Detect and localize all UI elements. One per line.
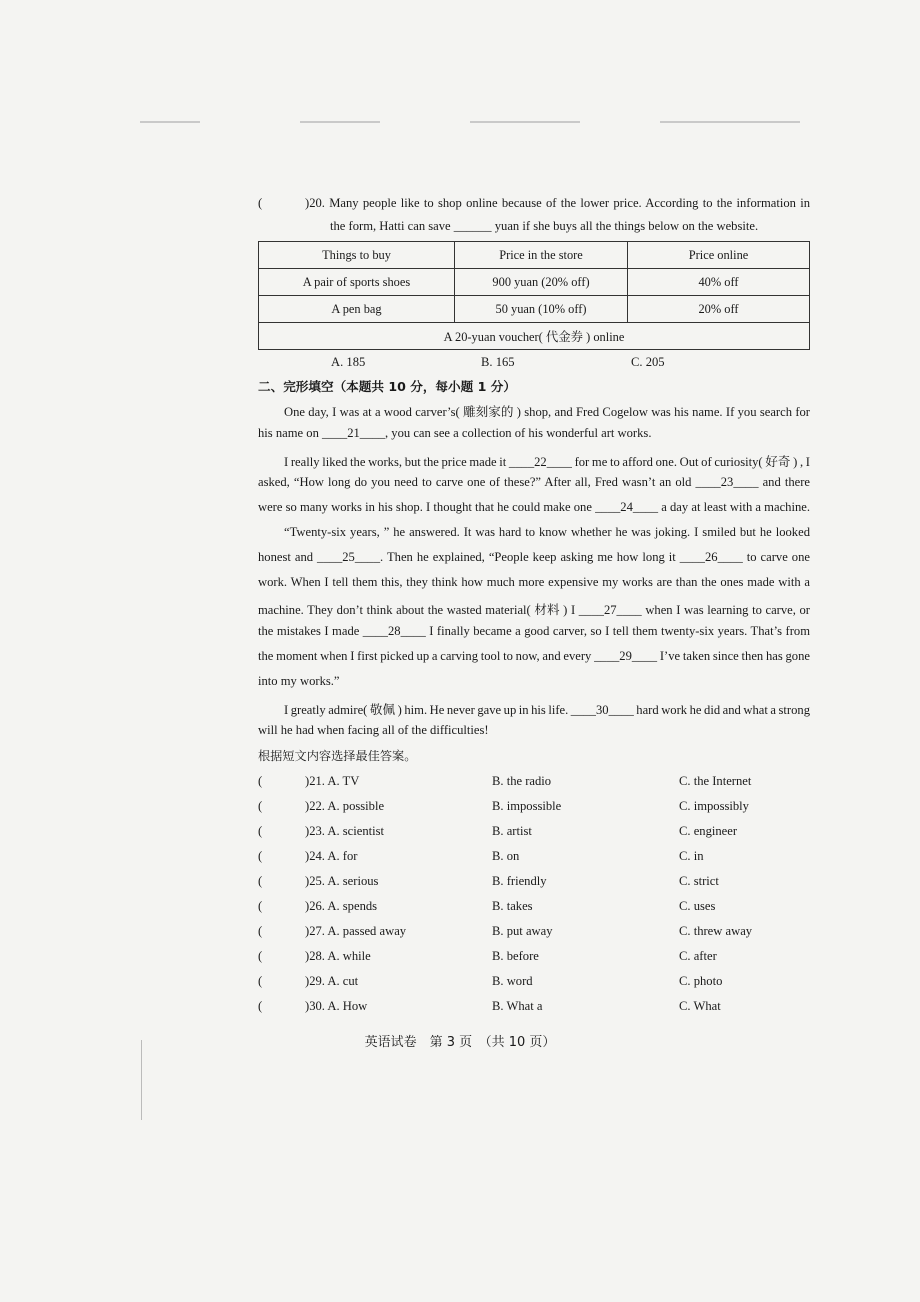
answer-paren: ( [258, 949, 263, 963]
answer-paren: ( [258, 999, 263, 1013]
instruction: 根据短文内容选择最佳答案。 [258, 749, 417, 763]
answer-paren: ( [258, 899, 263, 913]
passage-line: his name on ____21____, you can see a collection of his wonderful art works. [258, 425, 652, 440]
option-a: )26. A. spends [305, 899, 378, 913]
passage-line: asked, “How long do you need to carve one of these?” After all, Fred wasn’t an old ____23____ and there [258, 475, 810, 490]
answer-paren: ( [258, 849, 263, 863]
passage-line: into my works.” [258, 673, 340, 688]
question-20-line1: )20. Many people like to shop online because of the lower price. According to the information in [305, 196, 810, 210]
question-row [258, 949, 818, 967]
table-header: Things to buy [259, 242, 455, 269]
answer-paren: ( [258, 824, 263, 838]
option-b: B. What a [492, 999, 543, 1013]
scan-artifact-line [300, 121, 380, 123]
option-b: B. 165 [481, 355, 515, 369]
passage-line: One day, I was at a wood carver’s( 雕刻家的 ) shop, and Fred Cogelow was his name. If you search for [284, 405, 810, 419]
table-row [259, 296, 810, 323]
answer-paren: ( [258, 774, 263, 788]
option-a: )25. A. serious [305, 874, 379, 888]
passage-line: were so many works in his shop. I thought that he could make one ____24____ a day at least with a machine. [258, 500, 810, 515]
question-row [258, 824, 818, 842]
option-c: C. threw away [679, 924, 753, 938]
table-cell: 40% off [628, 269, 810, 296]
option-c: C. impossibly [679, 799, 749, 813]
table-header-row [259, 242, 810, 269]
table-cell: 50 yuan (10% off) [455, 296, 628, 323]
question-20-line2: the form, Hatti can save ______ yuan if she buys all the things below on the website. [330, 219, 759, 233]
option-c: C. uses [679, 899, 716, 913]
option-b: B. before [492, 949, 539, 963]
passage-line: work. When I tell them this, they think how much more expensive my works are than the ones made with a [258, 574, 810, 589]
option-a: )29. A. cut [305, 974, 359, 988]
passage-line: the moment when I first picked up a carving tool to now, and every ____29____ I’ve taken since then has gone [258, 649, 810, 663]
table-cell: A pen bag [259, 296, 455, 323]
answer-paren: ( [258, 874, 263, 888]
passage-line: I greatly admire( 敬佩 ) him. He never gave up in his life. ____30____ hard work he did and what a strong [284, 702, 810, 717]
question-row [258, 924, 818, 942]
passage-line: the mistakes I made ____28____ I finally became a good carver, so I tell them twenty-six years. That’s from [258, 624, 810, 639]
option-a: A. 185 [331, 355, 366, 369]
question-row [258, 799, 818, 817]
option-a: )27. A. passed away [305, 924, 407, 938]
option-c: C. in [679, 849, 704, 863]
question-row [258, 774, 818, 792]
question-row [258, 874, 818, 892]
scan-artifact-line [140, 121, 200, 123]
option-c: C. the Internet [679, 774, 752, 788]
price-table [258, 241, 810, 350]
question-row [258, 849, 818, 867]
table-cell: 20% off [628, 296, 810, 323]
scan-artifact-line [660, 121, 800, 123]
answer-paren: ( [258, 196, 263, 210]
table-cell: 900 yuan (20% off) [455, 269, 628, 296]
option-a: )30. A. How [305, 999, 368, 1013]
table-header: Price online [628, 242, 810, 269]
table-row [259, 269, 810, 296]
option-a: )23. A. scientist [305, 824, 385, 838]
question-row [258, 899, 818, 917]
option-a: )22. A. possible [305, 799, 385, 813]
option-b: B. on [492, 849, 520, 863]
option-b: B. friendly [492, 874, 547, 888]
table-cell: A pair of sports shoes [259, 269, 455, 296]
option-b: B. impossible [492, 799, 562, 813]
answer-paren: ( [258, 799, 263, 813]
scan-artifact-line [141, 1040, 142, 1120]
question-row [258, 999, 818, 1017]
option-c: C. strict [679, 874, 719, 888]
option-c: C. engineer [679, 824, 738, 838]
table-footer-row [259, 323, 810, 350]
passage-line: machine. They don’t think about the wasted material( 材料 ) I ____27____ when I was learning to carve, or [258, 603, 810, 618]
option-c: C. 205 [631, 355, 665, 369]
option-b: B. the radio [492, 774, 552, 788]
option-a: )24. A. for [305, 849, 358, 863]
passage-line: honest and ____25____. Then he explained, “People keep asking me how long it ____26____ to carve one [258, 549, 810, 564]
option-b: B. artist [492, 824, 532, 838]
answer-paren: ( [258, 924, 263, 938]
page-footer: 英语试卷 第 3 页 （共 10 页） [364, 1035, 556, 1050]
passage-line: “Twenty-six years, ” he answered. It was hard to know whether he was joking. I smiled but he looked [284, 525, 810, 539]
table-footer: A 20-yuan voucher( 代金券 ) online [259, 323, 810, 350]
option-b: B. word [492, 974, 533, 988]
passage-line: I really liked the works, but the price made it ____22____ for me to afford one. Out of curiosity( 好奇 ) , I [284, 454, 810, 469]
section-heading: 二、完形填空（本题共 10 分，每小题 1 分） [258, 379, 516, 394]
question-row [258, 974, 818, 992]
table-header: Price in the store [455, 242, 628, 269]
answer-paren: ( [258, 974, 263, 988]
scan-artifact-line [470, 121, 580, 123]
option-c: C. photo [679, 974, 723, 988]
option-c: C. What [679, 999, 721, 1013]
option-b: B. takes [492, 899, 533, 913]
passage-line: will he had when facing all of the difficulties! [258, 723, 489, 738]
option-b: B. put away [492, 924, 553, 938]
option-a: )28. A. while [305, 949, 371, 963]
option-c: C. after [679, 949, 717, 963]
option-a: )21. A. TV [305, 774, 360, 788]
